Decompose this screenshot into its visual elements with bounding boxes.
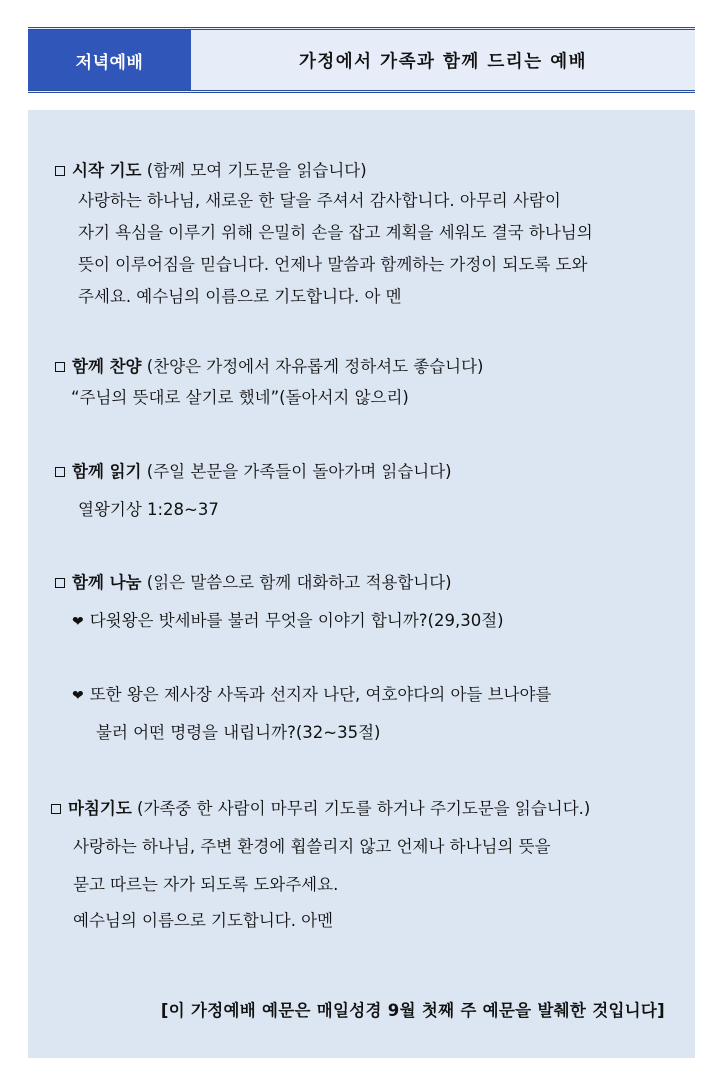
square-bullet-icon <box>55 166 65 176</box>
section-title: 함께 나눔 <box>72 573 142 592</box>
section-note: (주일 본문을 가족들이 돌아가며 읽습니다) <box>146 462 452 481</box>
reading-passage: 열왕기상 1:28~37 <box>78 500 219 519</box>
content-panel <box>28 110 695 1058</box>
opening-prayer-line-1: 사랑하는 하나님, 새로운 한 달을 주셔서 감사합니다. 아무리 사람이 <box>78 191 561 210</box>
sharing-question-2-continued: 불러 어떤 명령을 내립니까?(32~35절) <box>96 723 381 742</box>
section-note: (가족중 한 사람이 마무리 기도를 하거나 주기도문을 읽습니다.) <box>137 799 591 818</box>
closing-prayer-line-1: 사랑하는 하나님, 주변 환경에 휩쓸리지 않고 언제나 하나님의 뜻을 <box>73 837 551 856</box>
section-sharing-heading <box>55 572 452 594</box>
source-note: [이 가정예배 예문은 매일성경 9월 첫째 주 예문을 발췌한 것입니다] <box>160 1001 665 1020</box>
section-title: 함께 읽기 <box>72 462 142 481</box>
praise-song: “주님의 뜻대로 살기로 했네”(돌아서지 않으리) <box>71 388 409 407</box>
header-tag: 저녁예배 <box>28 30 191 90</box>
sharing-question-1 <box>72 610 504 633</box>
heart-icon: ❤ <box>72 614 84 630</box>
opening-prayer-line-2: 자기 욕심을 이루기 위해 은밀히 손을 잡고 계획을 세워도 결국 하나님의 <box>78 223 593 242</box>
square-bullet-icon <box>51 804 61 814</box>
section-title: 마침기도 <box>68 799 132 818</box>
section-praise-heading <box>55 356 483 378</box>
section-note: (찬양은 가정에서 자유롭게 정하셔도 좋습니다) <box>146 357 484 376</box>
square-bullet-icon <box>55 578 65 588</box>
closing-prayer-line-2: 묻고 따르는 자가 되도록 도와주세요. <box>73 875 339 894</box>
section-title: 시작 기도 <box>72 161 142 180</box>
square-bullet-icon <box>55 467 65 477</box>
closing-prayer-line-3: 예수님의 이름으로 기도합니다. 아멘 <box>73 911 334 930</box>
question-text: 또한 왕은 제사장 사독과 선지자 나단, 여호야다의 아들 브나야를 <box>89 685 552 704</box>
section-note: (읽은 말씀으로 함께 대화하고 적용합니다) <box>146 573 452 592</box>
square-bullet-icon <box>55 362 65 372</box>
section-closing-prayer-heading <box>51 798 590 820</box>
page-title: 가정에서 가족과 함께 드리는 예배 <box>298 51 588 72</box>
opening-prayer-line-4: 주세요. 예수님의 이름으로 기도합니다. 아 멘 <box>78 287 402 306</box>
header-banner <box>28 27 695 93</box>
sharing-question-2 <box>72 684 551 707</box>
section-note: (함께 모여 기도문을 읽습니다) <box>146 161 367 180</box>
section-reading-heading <box>55 461 452 483</box>
question-text: 다윗왕은 밧세바를 불러 무엇을 이야기 합니까?(29,30절) <box>89 611 504 630</box>
section-opening-prayer-heading <box>55 160 367 182</box>
opening-prayer-line-3: 뜻이 이루어짐을 믿습니다. 언제나 말씀과 함께하는 가정이 되도록 도와 <box>78 255 588 274</box>
section-title: 함께 찬양 <box>72 357 142 376</box>
heart-icon: ❤ <box>72 688 84 704</box>
